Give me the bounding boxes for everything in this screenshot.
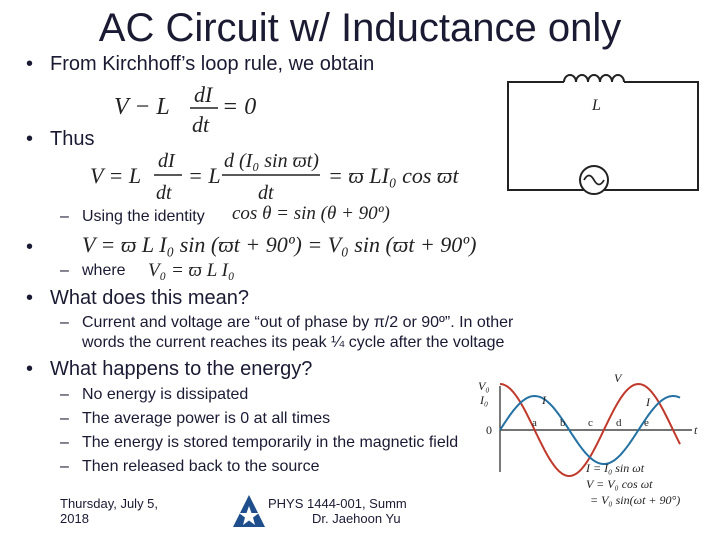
sub-dash: – (60, 262, 69, 279)
footer-date-line1: Thursday, July 5, (60, 496, 159, 511)
bullet-energy (26, 358, 312, 381)
svg-text:dI: dI (194, 82, 213, 107)
point-label: b (560, 417, 566, 429)
i-curve-label: I (542, 393, 546, 407)
bullet-meaning-text: What does this mean? (50, 287, 249, 309)
point-label: a (532, 417, 537, 429)
v-curve-label: V (614, 372, 622, 385)
t-axis-label: t (694, 423, 698, 437)
svg-text:dt: dt (258, 182, 274, 204)
bullet-empty (26, 236, 50, 259)
inductor-label: L (592, 97, 601, 114)
bullet-dot: • (26, 128, 34, 150)
circuit-diagram (500, 70, 705, 200)
bullet-energy-text: What happens to the energy? (50, 358, 313, 380)
equation-kirchhoff (112, 80, 262, 145)
bullet-thus (26, 128, 94, 151)
sub-identity-text: Using the identity (82, 208, 205, 225)
bullet-dot: • (26, 287, 34, 309)
energy-item (60, 434, 458, 452)
sub-phase-line2: words the current reaches its peak ¼ cycle after the voltage (82, 334, 505, 351)
bullet-meaning (26, 287, 249, 310)
footer-instructor: Dr. Jaehoon Yu (312, 511, 401, 526)
svg-text:dI: dI (158, 150, 175, 172)
svg-text:= ϖ LI₀ cos ϖt: = ϖ LI₀ cos ϖt (328, 163, 459, 188)
svg-text:d (I₀ sin ϖt): d (I₀ sin ϖt) (224, 150, 319, 172)
origin-label: 0 (486, 423, 492, 437)
equation-where: V₀ = ϖ L I₀ (148, 260, 235, 281)
footer-course-title: PHYS 1444-001, Summ (268, 496, 407, 511)
svg-text:dt: dt (156, 182, 172, 204)
svg-text:= 0: = 0 (222, 94, 257, 120)
equation-kirchhoff-svg (112, 80, 262, 140)
sub-where (60, 262, 126, 280)
page-title: AC Circuit w/ Inductance only (98, 6, 622, 50)
footer-date-line2: 2018 (60, 511, 89, 526)
i0-axis-label: I₀ (480, 393, 489, 407)
energy-item-text: Then released back to the source (82, 458, 320, 475)
sub-dash: – (60, 386, 69, 403)
bullet-kirchhoff (26, 53, 374, 76)
sub-dash: – (60, 208, 69, 225)
point-label: d (616, 417, 622, 429)
equation-thus-svg (88, 145, 468, 205)
footer-course (268, 496, 418, 526)
sub-phase (60, 314, 513, 332)
v0-axis-label: V₀ (478, 379, 490, 393)
energy-item (60, 386, 248, 404)
svg-text:= L: = L (188, 163, 221, 188)
phase-graph (470, 372, 715, 540)
bullet-dot: • (26, 358, 34, 380)
bullet-thus-text: Thus (50, 128, 95, 150)
svg-text:V − L: V − L (114, 94, 170, 120)
point-label: c (588, 417, 593, 429)
university-logo-icon (232, 494, 266, 528)
current-equation: I = I₀ sin ωt (586, 461, 645, 475)
energy-item (60, 458, 319, 476)
i-curve-label: I (646, 395, 650, 409)
svg-text:dt: dt (192, 112, 210, 137)
equation-result: V = ϖ L I₀ sin (ϖt + 90º) = V₀ sin (ϖt + 90º) (82, 232, 477, 257)
footer-date (60, 496, 158, 526)
bullet-dot: • (26, 236, 34, 258)
bullet-kirchhoff-text: From Kirchhoff’s loop rule, we obtain (50, 53, 375, 75)
sub-where-text: where (82, 262, 126, 279)
svg-text:V = L: V = L (90, 163, 142, 188)
voltage-equation-cos: V = V₀ cos ωt (586, 477, 653, 491)
sub-identity (60, 208, 205, 226)
point-label: e (644, 417, 649, 429)
sub-phase-line1: Current and voltage are “out of phase by π/2 or 90º”. In other (82, 314, 514, 331)
voltage-equation-sin: = V₀ sin(ωt + 90°) (590, 493, 681, 507)
bullet-dot: • (26, 53, 34, 75)
sub-dash: – (60, 458, 69, 475)
energy-item-text: The average power is 0 at all times (82, 410, 331, 427)
energy-item-text: No energy is dissipated (82, 386, 249, 403)
energy-item-text: The energy is stored temporarily in the magnetic field (82, 434, 459, 451)
sub-dash: – (60, 314, 69, 331)
sub-dash: – (60, 434, 69, 451)
equation-identity: cos θ = sin (θ + 90º) (232, 203, 390, 224)
energy-item (60, 410, 330, 428)
equation-thus (88, 145, 468, 210)
sub-dash: – (60, 410, 69, 427)
